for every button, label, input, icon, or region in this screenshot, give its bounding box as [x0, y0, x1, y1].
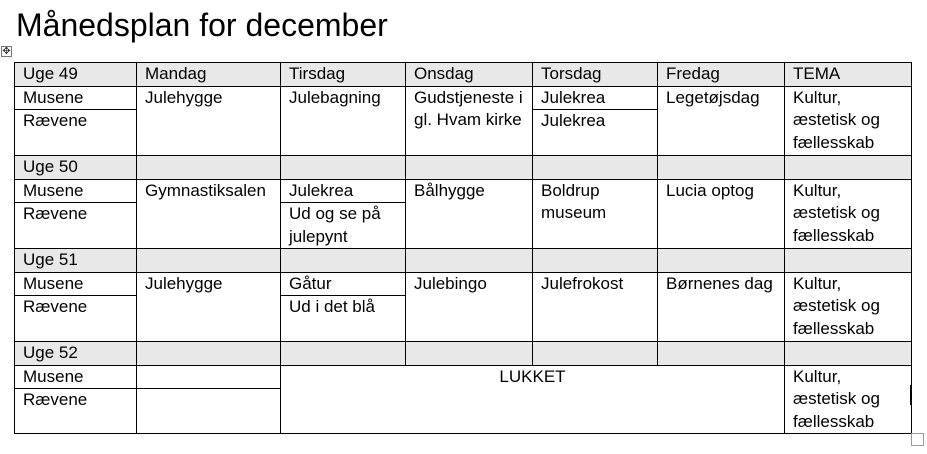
table-row: [15, 86, 912, 110]
table-cell[interactable]: [406, 342, 533, 366]
table-row: [15, 272, 912, 296]
table-cell[interactable]: Gymnastiksalen: [137, 179, 281, 249]
table-cell[interactable]: [406, 156, 533, 180]
table-cell[interactable]: Legetøjsdag: [658, 86, 785, 156]
table-cell[interactable]: [533, 342, 658, 366]
table-cell[interactable]: Rævene: [15, 389, 137, 434]
table-cell[interactable]: Julekrea: [533, 86, 658, 110]
table-cell[interactable]: Onsdag: [406, 63, 533, 87]
table-cell[interactable]: Julekrea: [533, 110, 658, 156]
table-cell[interactable]: Kultur, æstetisk og fællesskab: [785, 365, 912, 434]
table-cell[interactable]: Musene: [15, 365, 137, 389]
table-cell[interactable]: Uge 50: [15, 156, 137, 180]
table-cell[interactable]: [533, 156, 658, 180]
table-move-handle-icon[interactable]: ✥: [2, 46, 11, 57]
table-cell[interactable]: Julebagning: [281, 86, 406, 156]
table-cell[interactable]: [658, 156, 785, 180]
table-row: [15, 342, 912, 366]
month-plan-table: [14, 62, 912, 434]
table-cell[interactable]: [137, 342, 281, 366]
table-cell[interactable]: Bålhygge: [406, 179, 533, 249]
table-cell[interactable]: Musene: [15, 86, 137, 110]
table-resize-handle-icon[interactable]: [911, 433, 924, 446]
table-cell[interactable]: [785, 249, 912, 273]
table-cell[interactable]: Julebingo: [406, 272, 533, 342]
table-cell[interactable]: [658, 249, 785, 273]
table-cell[interactable]: Julefrokost: [533, 272, 658, 342]
table-cell[interactable]: Fredag: [658, 63, 785, 87]
table-cell[interactable]: [406, 249, 533, 273]
table-cell[interactable]: Ud og se på julepynt: [281, 203, 406, 249]
table-cell[interactable]: Julehygge: [137, 86, 281, 156]
text-cursor: [910, 385, 911, 405]
table-row: [15, 249, 912, 273]
table-cell[interactable]: [137, 249, 281, 273]
table-cell[interactable]: Uge 52: [15, 342, 137, 366]
table-cell[interactable]: Julekrea: [281, 179, 406, 203]
table-cell[interactable]: Tirsdag: [281, 63, 406, 87]
table-cell[interactable]: Lucia optog: [658, 179, 785, 249]
table-header-row: [15, 63, 912, 87]
table-row: [15, 179, 912, 203]
table-cell[interactable]: [281, 156, 406, 180]
table-cell[interactable]: [533, 249, 658, 273]
table-cell[interactable]: Børnenes dag: [658, 272, 785, 342]
table-cell[interactable]: TEMA: [785, 63, 912, 87]
table-cell[interactable]: Rævene: [15, 296, 137, 342]
table-cell[interactable]: Gåtur: [281, 272, 406, 296]
table-cell[interactable]: Musene: [15, 179, 137, 203]
table-cell[interactable]: Boldrup museum: [533, 179, 658, 249]
closed-cell[interactable]: LUKKET: [281, 365, 785, 434]
table-cell[interactable]: Mandag: [137, 63, 281, 87]
table-row: [15, 156, 912, 180]
table-cell[interactable]: Uge 49: [15, 63, 137, 87]
table-cell[interactable]: [137, 389, 281, 434]
table-cell[interactable]: Kultur, æstetisk og fællesskab: [785, 272, 912, 342]
table-cell[interactable]: [137, 156, 281, 180]
table-cell[interactable]: Kultur, æstetisk og fællesskab: [785, 86, 912, 156]
table-cell[interactable]: [137, 365, 281, 389]
table-cell[interactable]: Rævene: [15, 203, 137, 249]
table-cell[interactable]: [658, 342, 785, 366]
table-cell[interactable]: [785, 156, 912, 180]
table-cell[interactable]: Gudstjeneste i gl. Hvam kirke: [406, 86, 533, 156]
table-row: [15, 365, 912, 389]
table-cell[interactable]: Torsdag: [533, 63, 658, 87]
table-cell[interactable]: Julehygge: [137, 272, 281, 342]
table-cell[interactable]: Rævene: [15, 110, 137, 156]
table-cell[interactable]: [785, 342, 912, 366]
table-cell[interactable]: Uge 51: [15, 249, 137, 273]
table-cell[interactable]: Musene: [15, 272, 137, 296]
table-cell[interactable]: [281, 342, 406, 366]
page-title: Månedsplan for december: [16, 7, 388, 43]
table-cell[interactable]: Kultur, æstetisk og fællesskab: [785, 179, 912, 249]
table-cell[interactable]: Ud i det blå: [281, 296, 406, 342]
table-cell[interactable]: [281, 249, 406, 273]
